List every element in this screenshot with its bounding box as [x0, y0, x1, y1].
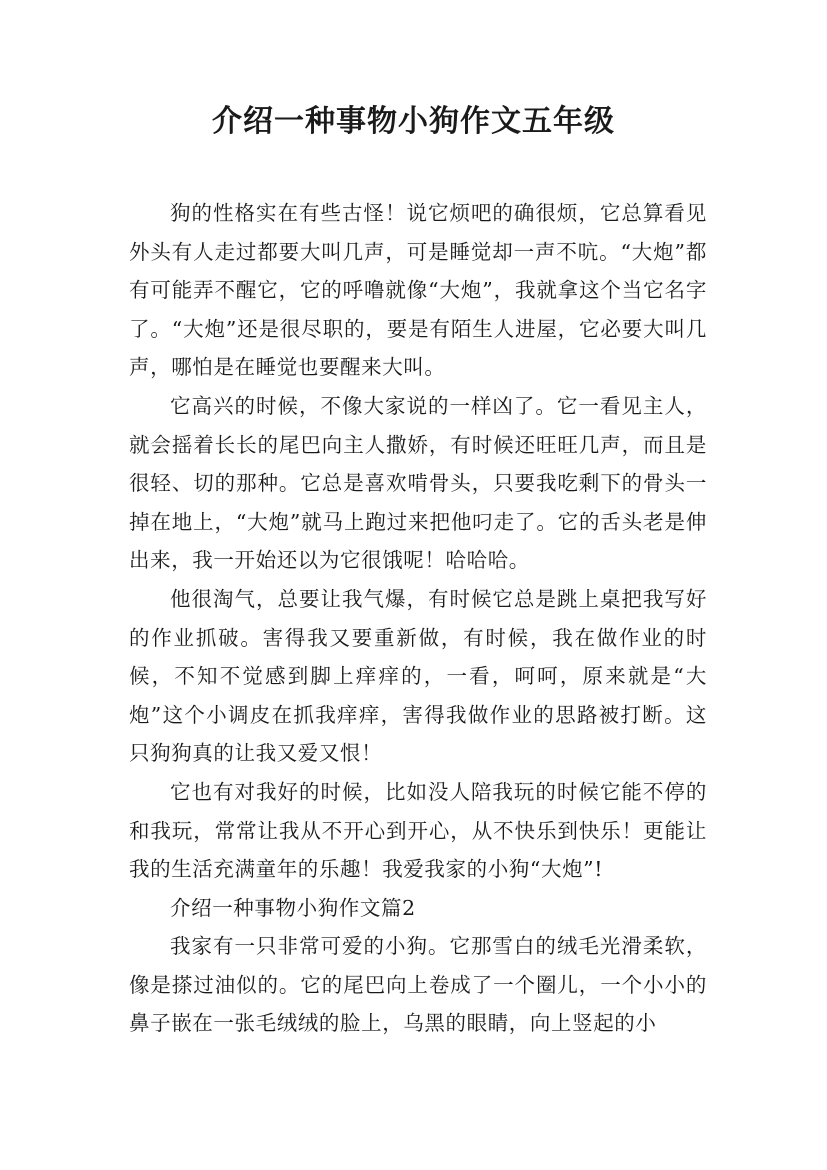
paragraph-4: 它也有对我好的时候，比如没人陪我玩的时候它能不停的和我玩，常常让我从不开心到开心，从不快乐到快乐！更能让我的生活充满童年的乐趣！我爱我家的小狗“大炮”!: [129, 779, 707, 882]
paragraph-2: 它高兴的时候，不像大家说的一样凶了。它一看见主人，就会摇着长长的尾巴向主人撒娇，有时候还旺旺几声，而且是很轻、切的那种。它总是喜欢啃骨头，只要我吃剩下的骨头一掉在地上，“大炮”就马上跑过来把他叼走了。它的舌头老是伸出来，我一开始还以为它很饿呢！哈哈哈。: [129, 393, 707, 573]
section-heading: 介绍一种事物小狗作文篇2: [170, 895, 416, 920]
document-body: [129, 194, 707, 1043]
paragraph-1: 狗的性格实在有些古怪！说它烦吧的确很烦，它总算看见外头有人走过都要大叫几声，可是睡觉却一声不吭。“大炮”都有可能弄不醒它，它的呼噜就像“大炮”，我就拿这个当它名字了。“大炮”还是很尽职的，要是有陌生人进屋，它必要大叫几声，哪怕是在睡觉也要醒来大叫。: [129, 201, 707, 380]
document-title: 介绍一种事物小狗作文五年级: [212, 104, 615, 139]
paragraph-3: 他很淘气，总要让我气爆，有时候它总是跳上桌把我写好的作业抓破。害得我又要重新做，有时候，我在做作业的时候，不知不觉感到脚上痒痒的，一看，呵呵，原来就是“大炮”这个小调皮在抓我痒痒，害得我做作业的思路被打断。这只狗狗真的让我又爱又恨！: [129, 586, 707, 766]
paragraph-5: 我家有一只非常可爱的小狗。它那雪白的绒毛光滑柔软，像是搽过油似的。它的尾巴向上卷成了一个圈儿，一个小小的鼻子嵌在一张毛绒绒的脸上，乌黑的眼睛，向上竖起的小: [129, 934, 707, 1036]
